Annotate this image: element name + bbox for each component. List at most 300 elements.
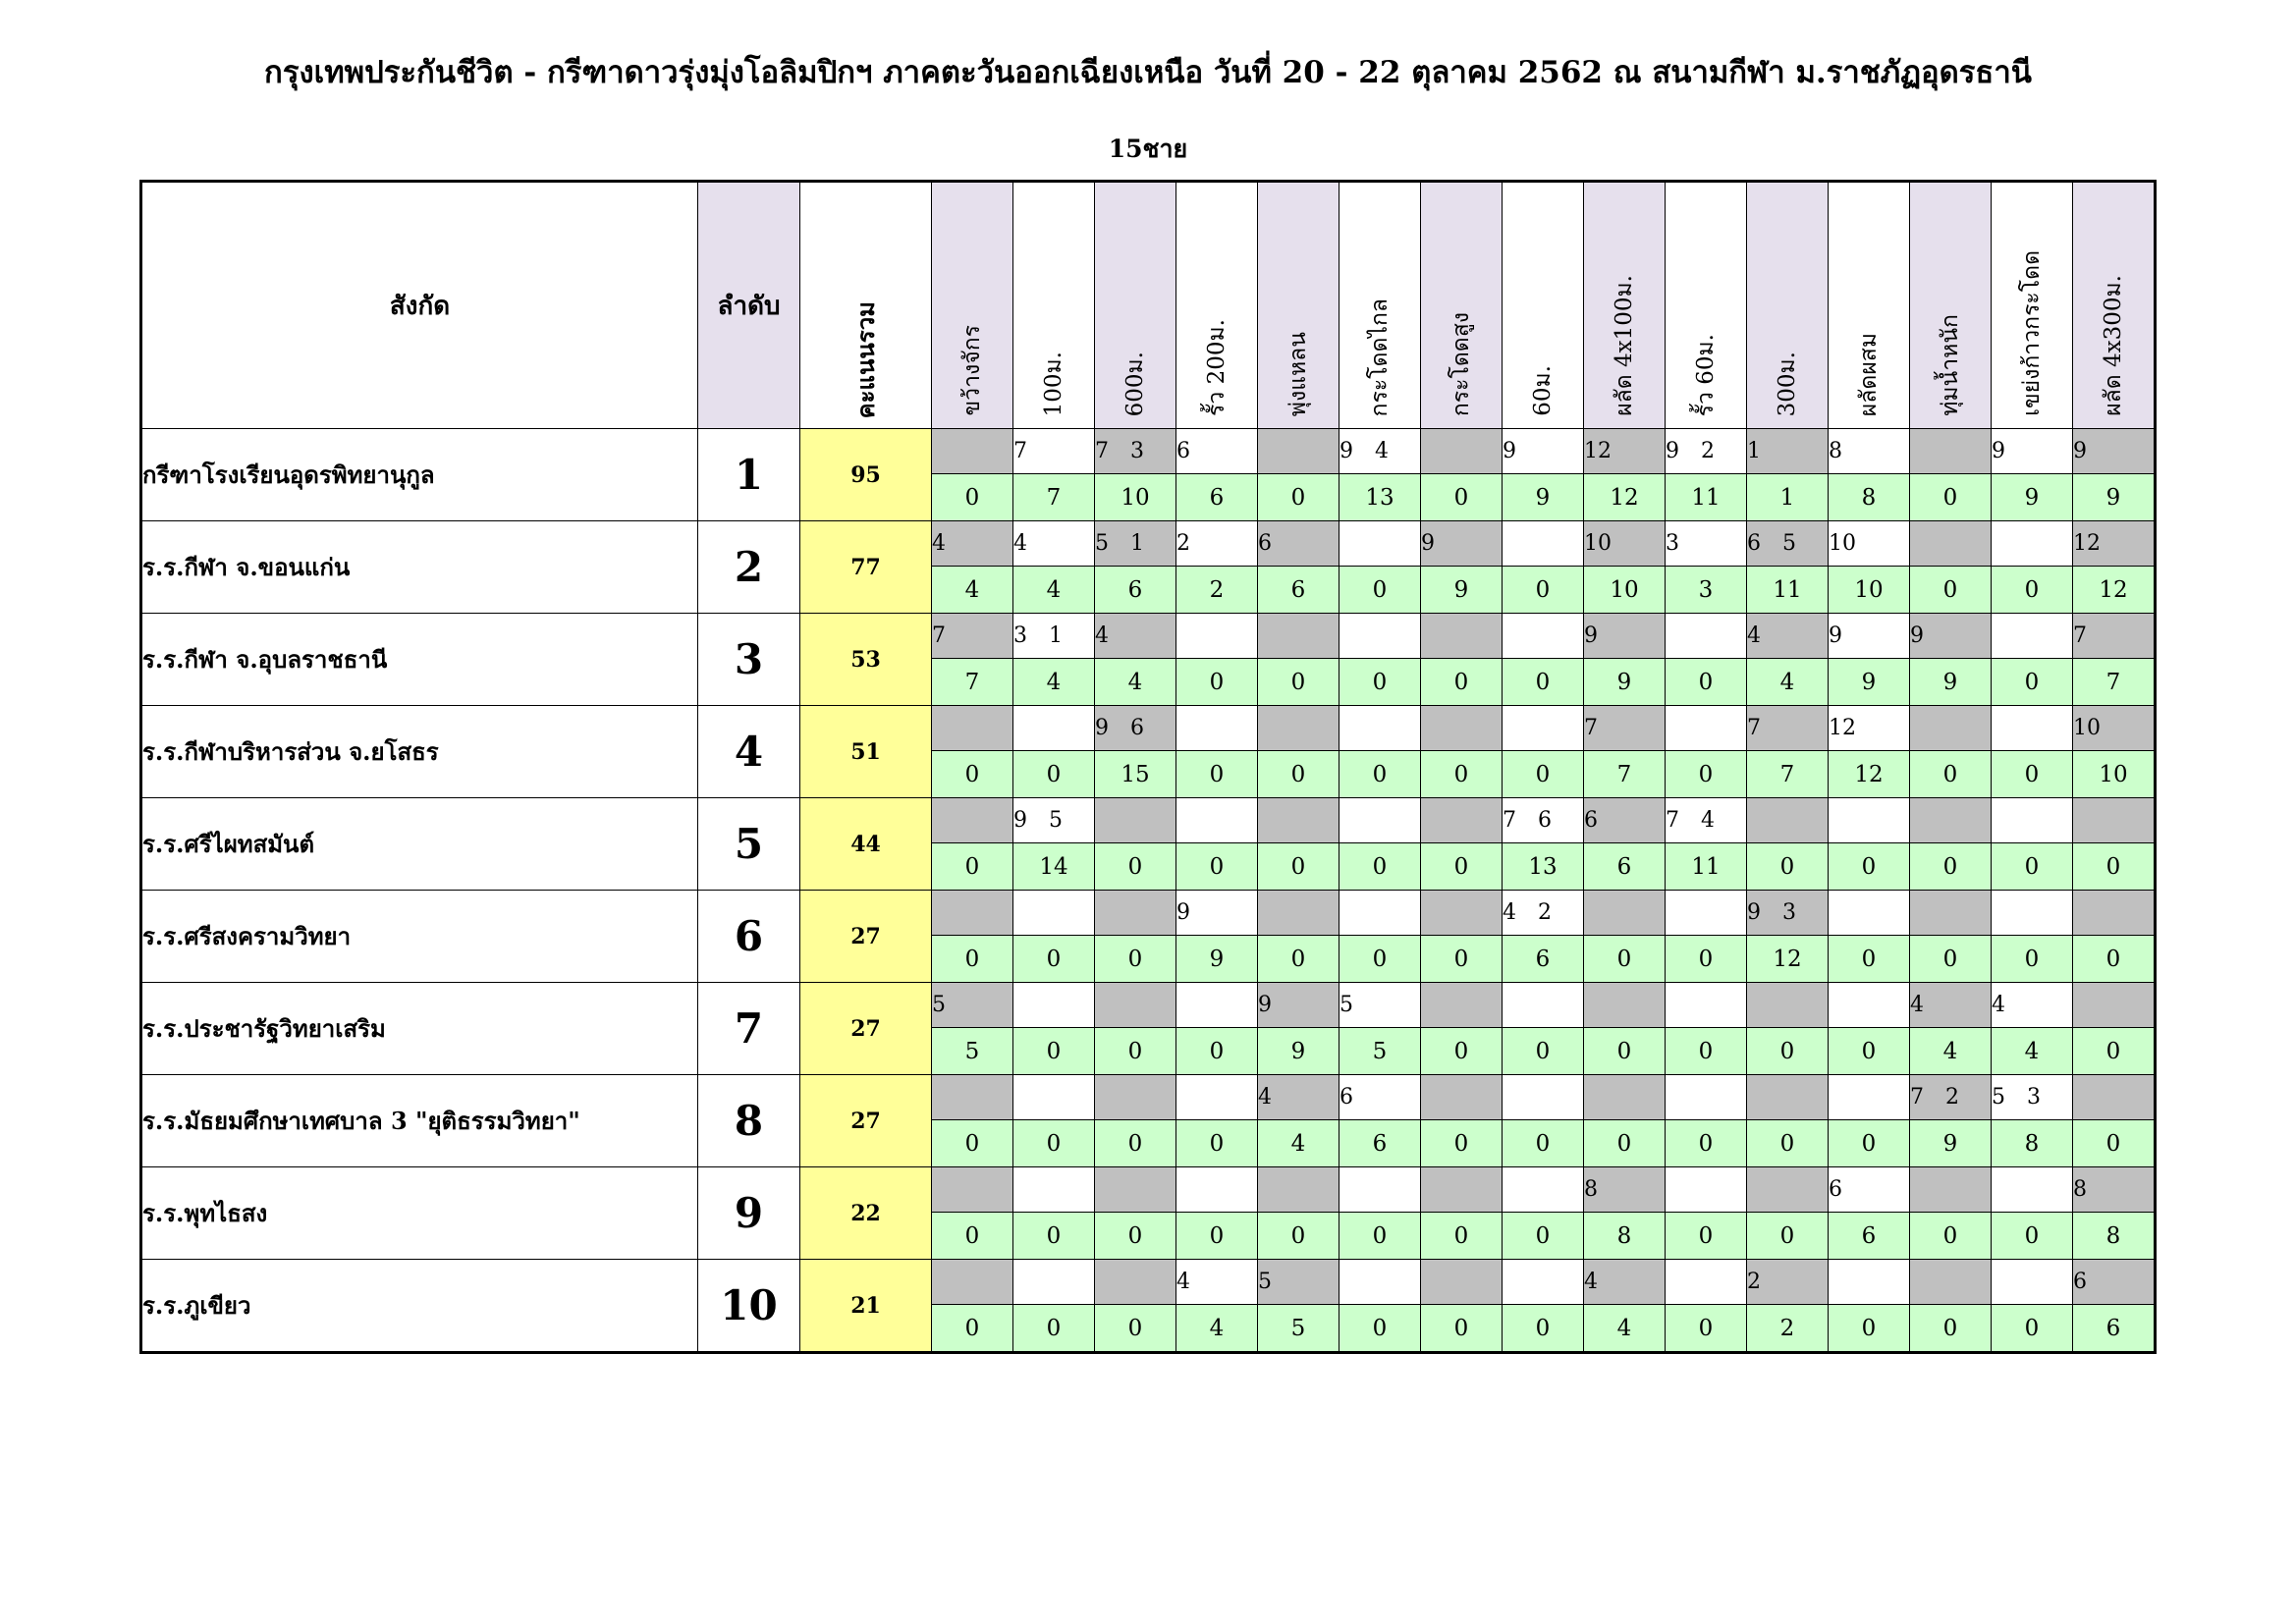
placing-value: 5 — [1095, 531, 1109, 556]
placing-value: 9 — [1013, 808, 1027, 833]
placing-value: 7 — [1584, 716, 1598, 740]
event-points-cell: 0 — [1910, 567, 1992, 614]
event-points-cell: 13 — [1339, 474, 1421, 521]
placing-value: 3 — [1130, 439, 1144, 463]
event-points-cell: 0 — [1013, 1305, 1095, 1353]
event-placings-cell — [1176, 1167, 1258, 1213]
event-placings-cell — [1013, 429, 1095, 474]
team-rank: 1 — [698, 429, 800, 521]
event-placings-cell — [1666, 614, 1747, 659]
placing-value: 4 — [1747, 623, 1761, 648]
event-points-cell: 0 — [1421, 1213, 1503, 1260]
placing-value: 2 — [1747, 1270, 1761, 1294]
event-placings-cell — [1503, 891, 1584, 936]
event-placings-cell — [1584, 706, 1666, 751]
header-total — [800, 182, 932, 429]
placing-value: 5 — [932, 993, 946, 1017]
event-placings-cell — [1176, 614, 1258, 659]
event-points-cell: 0 — [932, 1305, 1013, 1353]
event-points-cell: 0 — [1666, 1120, 1747, 1167]
event-points-cell: 0 — [1421, 659, 1503, 706]
event-points-cell: 9 — [1829, 659, 1910, 706]
event-placings-cell — [2073, 983, 2156, 1028]
placing-value: 2 — [1538, 900, 1552, 925]
page-title: กรุงเทพประกันชีวิต - กรีฑาดาวรุ่งมุ่งโอลิมปิกฯ ภาคตะวันออกเฉียงเหนือ วันที่ 20 - 22 ตุลาคม 2562 ณ สนามกีฬา ม.ราชภัฏอุดรธานี — [264, 55, 2032, 90]
event-points-cell: 0 — [1666, 659, 1747, 706]
placing-value: 9 — [1176, 900, 1190, 925]
placing-value: 12 — [1829, 716, 1856, 740]
placing-value: 4 — [1013, 531, 1027, 556]
event-points-cell: 0 — [1176, 1028, 1258, 1075]
event-placings-cell — [1829, 429, 1910, 474]
event-placings-cell — [1421, 521, 1503, 567]
event-points-cell: 6 — [1584, 843, 1666, 891]
event-placings-cell — [1013, 891, 1095, 936]
event-placings-cell — [2073, 891, 2156, 936]
event-points-cell: 6 — [1503, 936, 1584, 983]
event-placings-cell — [932, 614, 1013, 659]
placing-value: 1 — [1130, 531, 1144, 556]
event-placings-cell — [1339, 429, 1421, 474]
placing-value: 7 — [1910, 1085, 1924, 1110]
event-points-cell: 0 — [1829, 1120, 1910, 1167]
table-row — [141, 429, 2156, 474]
event-points-cell: 5 — [1339, 1028, 1421, 1075]
placing-value: 9 — [1584, 623, 1598, 648]
event-points-cell: 4 — [1910, 1028, 1992, 1075]
event-placings-cell — [1666, 521, 1747, 567]
event-placings-cell — [1829, 798, 1910, 843]
event-points-cell: 0 — [1176, 1213, 1258, 1260]
event-placings-cell — [932, 429, 1013, 474]
header-event — [932, 182, 1013, 429]
event-points-cell: 0 — [1747, 1028, 1829, 1075]
event-placings-cell — [1747, 429, 1829, 474]
event-points-cell: 0 — [1584, 1120, 1666, 1167]
event-points-cell: 6 — [1258, 567, 1339, 614]
placing-value: 5 — [1992, 1085, 2005, 1110]
event-points-cell: 0 — [932, 1120, 1013, 1167]
team-total-score: 21 — [800, 1260, 932, 1353]
event-points-cell: 0 — [1503, 1120, 1584, 1167]
event-placings-cell — [1910, 429, 1992, 474]
event-placings-cell — [932, 1075, 1013, 1120]
event-placings-cell — [1421, 1075, 1503, 1120]
table-row — [141, 1260, 2156, 1305]
placing-value: 7 — [1095, 439, 1109, 463]
event-placings-cell — [1503, 1260, 1584, 1305]
event-points-cell: 4 — [1747, 659, 1829, 706]
event-points-cell: 0 — [932, 843, 1013, 891]
event-placings-cell — [1584, 891, 1666, 936]
event-placings-cell — [1992, 521, 2073, 567]
event-placings-cell — [1013, 1075, 1095, 1120]
event-points-cell: 8 — [1584, 1213, 1666, 1260]
header-row — [141, 182, 2156, 429]
placing-value: 10 — [1829, 531, 1856, 556]
event-points-cell: 0 — [1176, 659, 1258, 706]
event-placings-cell — [2073, 798, 2156, 843]
event-points-cell: 0 — [932, 751, 1013, 798]
team-name: ร.ร.กีฬา จ.ขอนแก่น — [141, 521, 698, 614]
event-placings-cell — [1095, 798, 1176, 843]
event-placings-cell — [1503, 983, 1584, 1028]
event-placings-cell — [1829, 983, 1910, 1028]
placing-value: 4 — [1258, 1085, 1272, 1110]
event-points-cell: 10 — [1584, 567, 1666, 614]
event-placings-cell — [1095, 521, 1176, 567]
event-placings-cell — [932, 521, 1013, 567]
event-points-cell: 14 — [1013, 843, 1095, 891]
event-points-cell: 0 — [1666, 936, 1747, 983]
event-placings-cell — [1176, 706, 1258, 751]
event-points-cell: 5 — [1258, 1305, 1339, 1353]
team-name: ร.ร.ศรีไผทสมันต์ — [141, 798, 698, 891]
event-points-cell: 0 — [1095, 1213, 1176, 1260]
event-points-cell: 9 — [1176, 936, 1258, 983]
event-placings-cell — [1829, 614, 1910, 659]
event-points-cell: 11 — [1666, 843, 1747, 891]
event-points-cell: 0 — [932, 1213, 1013, 1260]
event-points-cell: 9 — [1421, 567, 1503, 614]
team-total-score: 44 — [800, 798, 932, 891]
event-points-cell: 6 — [1176, 474, 1258, 521]
event-points-cell: 0 — [1910, 474, 1992, 521]
event-placings-cell — [932, 1167, 1013, 1213]
header-org: สังกัด — [141, 182, 698, 429]
placing-value: 1 — [1747, 439, 1761, 463]
header-rank: ลำดับ — [698, 182, 800, 429]
event-placings-cell — [1747, 706, 1829, 751]
team-rank: 4 — [698, 706, 800, 798]
event-placings-cell — [1666, 798, 1747, 843]
event-points-cell: 0 — [1666, 1028, 1747, 1075]
event-points-cell: 0 — [1095, 843, 1176, 891]
event-placings-cell — [1258, 798, 1339, 843]
event-points-cell: 0 — [1421, 1028, 1503, 1075]
event-placings-cell — [1747, 614, 1829, 659]
event-points-cell: 7 — [2073, 659, 2156, 706]
team-rank: 8 — [698, 1075, 800, 1167]
event-points-cell: 4 — [1013, 567, 1095, 614]
placing-value: 6 — [1176, 439, 1190, 463]
event-placings-cell — [1095, 983, 1176, 1028]
event-points-cell: 4 — [1584, 1305, 1666, 1353]
event-placings-cell — [1339, 798, 1421, 843]
event-placings-cell — [1503, 521, 1584, 567]
event-placings-cell — [1258, 614, 1339, 659]
team-rank: 6 — [698, 891, 800, 983]
placing-value: 4 — [1701, 808, 1715, 833]
event-points-cell: 0 — [1747, 1213, 1829, 1260]
event-placings-cell — [1339, 614, 1421, 659]
placing-value: 2 — [1176, 531, 1190, 556]
event-points-cell: 0 — [1013, 1213, 1095, 1260]
placing-value: 3 — [2027, 1085, 2041, 1110]
event-points-cell: 9 — [1910, 1120, 1992, 1167]
event-points-cell: 11 — [1747, 567, 1829, 614]
event-placings-cell — [1095, 1167, 1176, 1213]
placing-value: 12 — [2073, 531, 2101, 556]
placing-value: 4 — [1375, 439, 1389, 463]
event-placings-cell — [1339, 1075, 1421, 1120]
event-placings-cell — [1503, 1167, 1584, 1213]
event-points-cell: 0 — [1992, 659, 2073, 706]
event-points-cell: 7 — [1584, 751, 1666, 798]
event-points-cell: 0 — [1992, 1213, 2073, 1260]
team-name: กรีฑาโรงเรียนอุดรพิทยานุกูล — [141, 429, 698, 521]
event-points-cell: 11 — [1666, 474, 1747, 521]
event-points-cell: 0 — [1910, 843, 1992, 891]
event-placings-cell — [1666, 706, 1747, 751]
event-points-cell: 0 — [2073, 843, 2156, 891]
event-placings-cell — [1747, 521, 1829, 567]
event-placings-cell — [1910, 891, 1992, 936]
event-placings-cell — [932, 706, 1013, 751]
event-placings-cell — [932, 983, 1013, 1028]
event-points-cell: 6 — [1339, 1120, 1421, 1167]
event-placings-cell — [1013, 798, 1095, 843]
event-points-cell: 0 — [1339, 1305, 1421, 1353]
placing-value: 4 — [1503, 900, 1516, 925]
event-placings-cell — [1584, 429, 1666, 474]
event-placings-cell — [1666, 1260, 1747, 1305]
event-placings-cell — [2073, 1260, 2156, 1305]
event-placings-cell — [1421, 706, 1503, 751]
event-points-cell: 8 — [1829, 474, 1910, 521]
event-points-cell: 4 — [1176, 1305, 1258, 1353]
event-placings-cell — [1747, 1167, 1829, 1213]
event-points-cell: 0 — [1747, 1120, 1829, 1167]
event-points-cell: 4 — [1095, 659, 1176, 706]
event-placings-cell — [1747, 798, 1829, 843]
event-points-cell: 2 — [1747, 1305, 1829, 1353]
header-event-label: รั้ว 60ม. — [1693, 333, 1719, 416]
event-placings-cell — [1503, 706, 1584, 751]
event-points-cell: 0 — [1421, 751, 1503, 798]
team-total-score: 27 — [800, 983, 932, 1075]
event-placings-cell — [2073, 521, 2156, 567]
event-points-cell: 0 — [1421, 1120, 1503, 1167]
event-placings-cell — [1095, 1260, 1176, 1305]
placing-value: 4 — [1992, 993, 2005, 1017]
table-row — [141, 1075, 2156, 1120]
team-total-score: 27 — [800, 891, 932, 983]
header-event-label: กระโดดไกล — [1367, 298, 1393, 416]
placing-value: 3 — [1782, 900, 1796, 925]
team-rank: 9 — [698, 1167, 800, 1260]
header-event — [1666, 182, 1747, 429]
header-total-label: คะแนนรวม — [851, 300, 880, 418]
event-points-cell: 4 — [932, 567, 1013, 614]
event-placings-cell — [1095, 891, 1176, 936]
event-placings-cell — [1176, 1260, 1258, 1305]
placing-value: 8 — [2073, 1177, 2087, 1202]
team-name: ร.ร.มัธยมศึกษาเทศบาล 3 "ยุติธรรมวิทยา" — [141, 1075, 698, 1167]
event-placings-cell — [1258, 1075, 1339, 1120]
results-table — [139, 180, 2157, 1354]
event-points-cell: 9 — [2073, 474, 2156, 521]
event-placings-cell — [1584, 1260, 1666, 1305]
placing-value: 9 — [1747, 900, 1761, 925]
event-points-cell: 0 — [1992, 751, 2073, 798]
table-row — [141, 521, 2156, 567]
event-placings-cell — [1176, 983, 1258, 1028]
event-placings-cell — [1421, 891, 1503, 936]
header-event — [1339, 182, 1421, 429]
placing-value: 7 — [1666, 808, 1679, 833]
placing-value: 5 — [1339, 993, 1353, 1017]
event-placings-cell — [1992, 891, 2073, 936]
event-placings-cell — [1992, 706, 2073, 751]
event-points-cell: 0 — [1910, 1305, 1992, 1353]
event-placings-cell — [1584, 1075, 1666, 1120]
event-placings-cell — [1992, 1260, 2073, 1305]
event-points-cell: 8 — [1992, 1120, 2073, 1167]
event-points-cell: 0 — [1503, 659, 1584, 706]
event-points-cell: 12 — [1584, 474, 1666, 521]
event-placings-cell — [1910, 706, 1992, 751]
event-points-cell: 10 — [1829, 567, 1910, 614]
event-placings-cell — [1176, 429, 1258, 474]
event-points-cell: 0 — [1421, 1305, 1503, 1353]
event-points-cell: 6 — [2073, 1305, 2156, 1353]
placing-value: 10 — [2073, 716, 2101, 740]
event-placings-cell — [1829, 706, 1910, 751]
header-event-label: 100ม. — [1041, 351, 1066, 416]
event-points-cell: 0 — [1258, 936, 1339, 983]
placing-value: 4 — [932, 531, 946, 556]
event-points-cell: 0 — [1339, 567, 1421, 614]
placing-value: 9 — [1339, 439, 1353, 463]
placing-value: 6 — [1130, 716, 1144, 740]
event-points-cell: 9 — [1258, 1028, 1339, 1075]
placing-value: 9 — [1503, 439, 1516, 463]
event-points-cell: 0 — [1829, 1028, 1910, 1075]
event-placings-cell — [2073, 429, 2156, 474]
event-placings-cell — [1013, 521, 1095, 567]
event-points-cell: 0 — [1992, 1305, 2073, 1353]
placing-value: 2 — [1701, 439, 1715, 463]
event-placings-cell — [1339, 706, 1421, 751]
event-points-cell: 0 — [1503, 1213, 1584, 1260]
event-placings-cell — [1176, 1075, 1258, 1120]
table-row — [141, 1167, 2156, 1213]
event-placings-cell — [1910, 983, 1992, 1028]
header-event-label: รั้ว 200ม. — [1204, 319, 1230, 416]
event-points-cell: 7 — [1747, 751, 1829, 798]
event-placings-cell — [1339, 891, 1421, 936]
event-placings-cell — [1829, 1260, 1910, 1305]
event-points-cell: 0 — [1666, 1305, 1747, 1353]
team-total-score: 22 — [800, 1167, 932, 1260]
event-placings-cell — [1095, 1075, 1176, 1120]
event-placings-cell — [1910, 1260, 1992, 1305]
header-event-label: กระโดดสูง — [1449, 311, 1474, 416]
event-points-cell: 0 — [1992, 567, 2073, 614]
event-placings-cell — [1258, 1167, 1339, 1213]
event-points-cell: 3 — [1666, 567, 1747, 614]
header-event — [1503, 182, 1584, 429]
placing-value: 9 — [1992, 439, 2005, 463]
event-placings-cell — [1747, 1075, 1829, 1120]
event-placings-cell — [1421, 429, 1503, 474]
event-points-cell: 6 — [1095, 567, 1176, 614]
event-points-cell: 12 — [2073, 567, 2156, 614]
event-placings-cell — [1992, 614, 2073, 659]
team-rank: 3 — [698, 614, 800, 706]
placing-value: 5 — [1782, 531, 1796, 556]
team-total-score: 53 — [800, 614, 932, 706]
header-event-label: 60ม. — [1530, 365, 1556, 416]
event-points-cell: 0 — [1339, 936, 1421, 983]
event-points-cell: 0 — [1503, 1305, 1584, 1353]
event-placings-cell — [1095, 429, 1176, 474]
event-placings-cell — [1258, 983, 1339, 1028]
header-event-label: ขว้างจักร — [959, 325, 985, 416]
header-event — [1013, 182, 1095, 429]
event-points-cell: 0 — [1095, 936, 1176, 983]
placing-value: 9 — [1829, 623, 1842, 648]
placing-value: 1 — [1049, 623, 1063, 648]
event-placings-cell — [1829, 891, 1910, 936]
placing-value: 6 — [1829, 1177, 1842, 1202]
header-event-label: 300ม. — [1775, 351, 1800, 416]
event-placings-cell — [1829, 1075, 1910, 1120]
event-points-cell: 0 — [1421, 936, 1503, 983]
event-placings-cell — [1013, 983, 1095, 1028]
event-points-cell: 0 — [1258, 751, 1339, 798]
event-points-cell: 4 — [1992, 1028, 2073, 1075]
event-points-cell: 5 — [932, 1028, 1013, 1075]
event-placings-cell — [1666, 983, 1747, 1028]
placing-value: 6 — [1747, 531, 1761, 556]
event-placings-cell — [1666, 1167, 1747, 1213]
placing-value: 9 — [1421, 531, 1435, 556]
event-points-cell: 0 — [1339, 1213, 1421, 1260]
event-points-cell: 4 — [1013, 659, 1095, 706]
event-points-cell: 0 — [1503, 567, 1584, 614]
event-placings-cell — [1992, 1075, 2073, 1120]
placing-value: 4 — [1176, 1270, 1190, 1294]
header-event — [2073, 182, 2156, 429]
event-points-cell: 0 — [1095, 1028, 1176, 1075]
placing-value: 6 — [1339, 1085, 1353, 1110]
event-placings-cell — [1095, 706, 1176, 751]
event-placings-cell — [2073, 1167, 2156, 1213]
header-event — [1992, 182, 2073, 429]
placing-value: 4 — [1584, 1270, 1598, 1294]
placing-value: 7 — [1747, 716, 1761, 740]
event-placings-cell — [1829, 521, 1910, 567]
event-points-cell: 0 — [1503, 751, 1584, 798]
event-points-cell: 0 — [1992, 843, 2073, 891]
header-event — [1910, 182, 1992, 429]
team-total-score: 77 — [800, 521, 932, 614]
table-row — [141, 983, 2156, 1028]
team-rank: 10 — [698, 1260, 800, 1353]
event-placings-cell — [1747, 983, 1829, 1028]
team-name: ร.ร.ประชารัฐวิทยาเสริม — [141, 983, 698, 1075]
event-placings-cell — [1910, 614, 1992, 659]
team-total-score: 95 — [800, 429, 932, 521]
category-subtitle: 15ชาย — [1108, 135, 1188, 163]
event-placings-cell — [1176, 891, 1258, 936]
team-name: ร.ร.ศรีสงครามวิทยา — [141, 891, 698, 983]
placing-value: 7 — [932, 623, 946, 648]
header-event-label: ผลัดผสม — [1856, 332, 1882, 416]
event-placings-cell — [1666, 891, 1747, 936]
